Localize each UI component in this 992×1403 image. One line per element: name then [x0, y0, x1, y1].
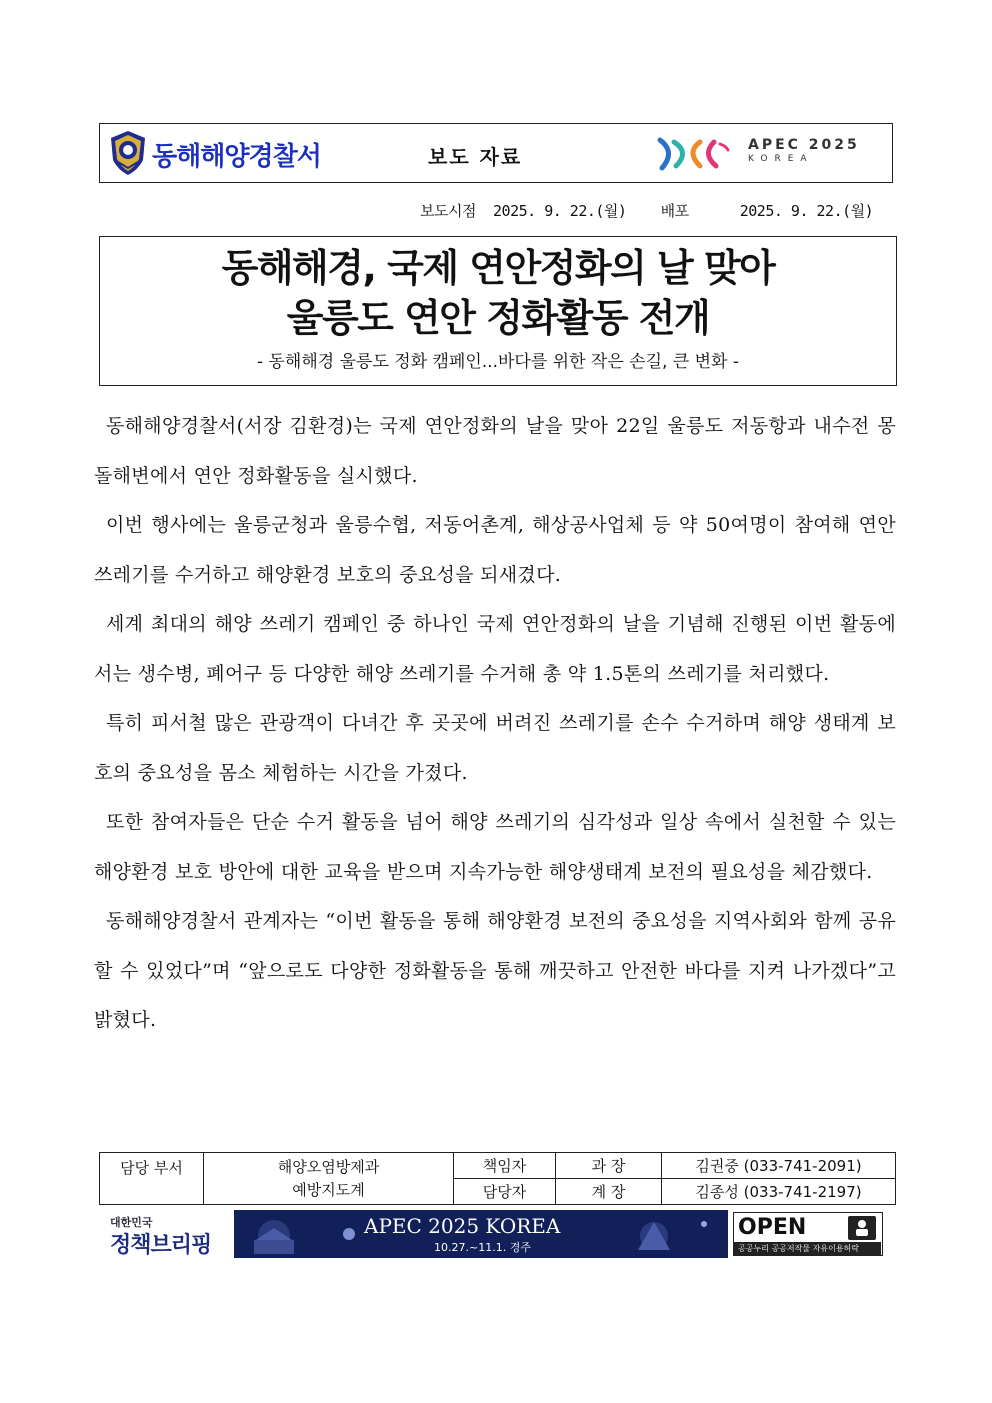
distribution-label: 배포 — [660, 202, 689, 220]
contact-person: 김종성 (033-741-2197) — [662, 1179, 896, 1205]
banner-title: APEC 2025 KOREA — [364, 1214, 561, 1238]
apec-banner[interactable] — [234, 1210, 728, 1258]
dept-name-primary: 해양오염방제과 — [277, 1157, 380, 1176]
headline-line-2: 울릉도 연안 정화활동 전개 — [286, 296, 710, 340]
distribution-date: 2025. 9. 22.(월) — [739, 202, 874, 220]
table-row — [100, 1153, 896, 1179]
open-license-badge[interactable] — [733, 1212, 883, 1256]
contact-role: 담당자 — [454, 1179, 556, 1205]
contact-person: 김권중 (033-741-2091) — [662, 1153, 896, 1179]
dept-name — [204, 1153, 454, 1205]
apec-logo-icon — [656, 132, 732, 174]
article-paragraph: 또한 참여자들은 단순 수거 활동을 넘어 해양 쓰레기의 심각성과 일상 속에서 실천할 수 있는 해양환경 보호 방안에 대한 교육을 받으며 지속가능한 해양생태계 보전의 필요성을 체감했다. — [94, 811, 896, 883]
banner-date: 10.27.~11.1. 경주 — [434, 1241, 531, 1254]
release-date: 2025. 9. 22.(월) — [493, 202, 627, 220]
apec-wordmark — [748, 138, 860, 164]
article-paragraph: 이번 행사에는 울릉군청과 울릉수협, 저동어촌계, 해상공사업체 등 약 50여명이 참여해 연안 쓰레기를 수거하고 해양환경 보호의 중요성을 되새겼다. — [94, 514, 896, 586]
coast-guard-emblem-icon — [108, 130, 148, 176]
apec-title: APEC 2025 — [748, 137, 860, 153]
contact-position: 계 장 — [556, 1179, 662, 1205]
contact-position: 과 장 — [556, 1153, 662, 1179]
press-header — [99, 123, 893, 183]
headline-line-1: 동해해경, 국제 연안정화의 날 맞아 — [221, 246, 775, 290]
doc-type: 보도 자료 — [428, 145, 523, 169]
contact-table — [99, 1152, 896, 1205]
dept-label: 담당 부서 — [100, 1153, 204, 1205]
article-body — [94, 402, 896, 1046]
release-info — [420, 200, 873, 221]
org-name: 동해해양경찰서 — [152, 142, 321, 172]
briefing-big-text: 정책브리핑 — [110, 1233, 212, 1258]
attribution-icon — [848, 1216, 876, 1240]
article-paragraph: 동해해양경찰서 관계자는 “이번 활동을 통해 해양환경 보전의 중요성을 지역사회와 함께 공유할 수 있었다”며 “앞으로도 다양한 정화활동을 통해 깨끗하고 안전한 바다를 지켜 나가겠다”고 밝혔다. — [94, 910, 896, 1031]
release-label: 보도시점 — [420, 202, 476, 220]
article-paragraph: 동해해양경찰서(서장 김환경)는 국제 연안정화의 날을 맞아 22일 울릉도 저동항과 내수전 몽돌해변에서 연안 정화활동을 실시했다. — [94, 415, 896, 487]
briefing-small-text: 대한민국 — [110, 1216, 153, 1229]
article-paragraph: 특히 피서철 많은 관광객이 다녀간 후 곳곳에 버려진 쓰레기를 손수 수거하며 해양 생태계 보호의 중요성을 몸소 체험하는 시간을 가졌다. — [94, 712, 896, 784]
article-paragraph: 세계 최대의 해양 쓰레기 캠페인 중 하나인 국제 연안정화의 날을 기념해 진행된 이번 활동에서는 생수병, 폐어구 등 다양한 해양 쓰레기를 수거해 총 약 1.5톤의 쓰레기를 처리했다. — [94, 613, 896, 685]
headline-box — [99, 236, 897, 386]
headline-subtitle: - 동해해경 울릉도 정화 캠페인...바다를 위한 작은 손길, 큰 변화 - — [256, 352, 740, 372]
apec-sub: KOREA — [748, 154, 814, 164]
dept-name-secondary: 예방지도계 — [292, 1180, 365, 1199]
contact-role: 책임자 — [454, 1153, 556, 1179]
policy-briefing-logo[interactable] — [110, 1214, 228, 1258]
open-title: OPEN — [738, 1215, 807, 1240]
open-subtitle: 공공누리 공공저작물 자유이용허락 — [734, 1242, 881, 1255]
